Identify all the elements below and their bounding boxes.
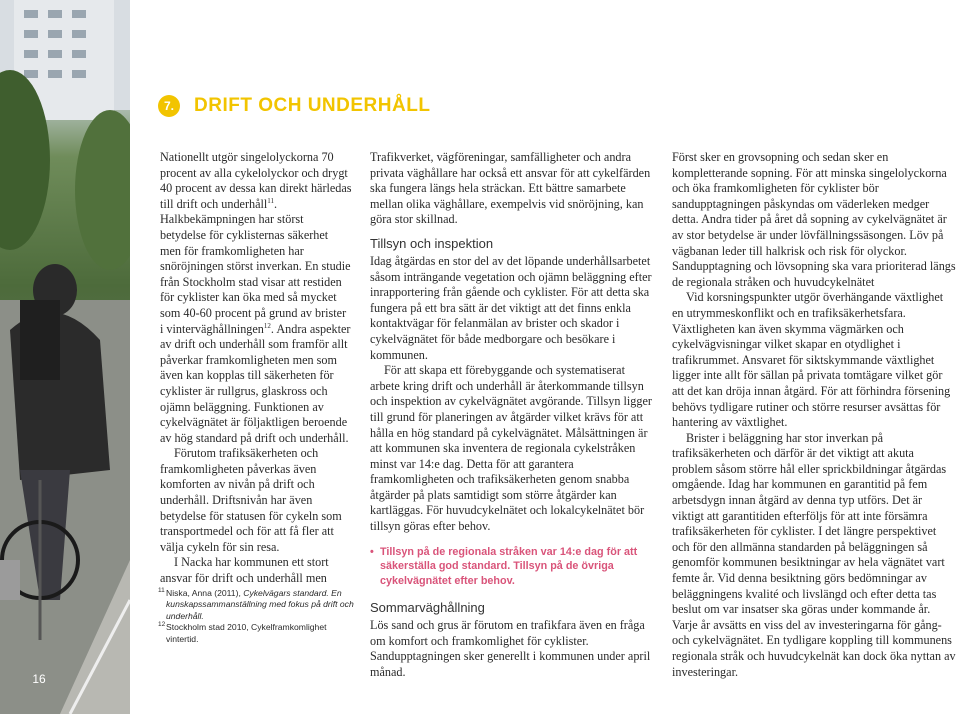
section-heading-tillsyn: Tillsyn och inspektion	[370, 235, 494, 251]
paragraph: Först sker en grovsopning och sedan sker en kompletterande sopning. För att minska singelolyckorna och öka framkomligheten för cyklister bör sandupptagningen påskyndas om väderleken medger detta. Andra tider på året då sopning av cykelvägnätet är av stor betydelse är under lövfällningssäsongen. Löv på vägbanan leder till halkrisk och risk för olyckor. Sandupptagning och lövsopning ska vara prioriterad längs de regionala stråken och huvudcykelnätet	[672, 150, 956, 289]
text-column-2	[370, 150, 657, 681]
text-column-3	[672, 150, 956, 680]
footnote-number: 12	[158, 621, 166, 629]
paragraph	[160, 150, 352, 446]
paragraph: Idag åtgärdas en stor del av det löpande underhållsarbetet såsom inträngande vegetation och ojämn beläggning efter inrapportering från gående och cyklister. För att detta ska fungera på ett bra sätt är det viktigt att det finns enkla kontaktvägar för felanmälan av brister och skador i cykelvägnätet för både medborgare och besökare i kommunen.	[370, 253, 652, 362]
text-run: . Andra aspekter av drift och underhåll som framför allt påverkar framkomligheten men som även kan kopplas till säkerheten för cyklister är rullgrus, glaskross och ojämn beläggning. Funktionen av cykelvägnätet är följaktligen beroende av hög standard på drift och underhåll.	[160, 321, 351, 445]
chapter-title: DRIFT OCH UNDERHÅLL	[194, 95, 431, 116]
paragraph: I Nacka har kommunen ett stort ansvar för drift och underhåll men	[160, 555, 329, 586]
footnote-11	[160, 588, 360, 622]
footnote-text: Stockholm stad 2010, Cykelframkomlighet vintertid.	[166, 622, 327, 644]
section-heading-sommar: Sommarväghållning	[370, 600, 485, 616]
chapter-number-badge: 7.	[158, 95, 180, 117]
paragraph: För att skapa ett förebyggande och systematiserat arbete kring drift och underhåll är återkommande tillsyn och inspektion av cykelvägnätet avgörande. Tillsyn ligger till grund för planeringen av åtgärder vilket krävs för att hålla en hög standard på cykelvägnätet. Målsättningen är att kommunen ska inventera de regionala cykelstråken minst var 14:e dag. Detta för att garantera framkomligheten och trafiksäkerheten genom snabba åtgärder på plats samtidigt som större åtgärder kan kartläggas. För huvudcykelnätet och lokalcykelnätet bör tillsyn göras efter behov.	[370, 363, 652, 534]
footnote-ref: 12	[263, 321, 271, 330]
footnote-text: Niska, Anna (2011),	[166, 588, 244, 598]
text-column-1	[160, 150, 352, 587]
text-run: Nationellt utgör singelolyckorna 70 procent av alla cykelolyckor och drygt 40 procent av dessa kan direkt härledas till drift och underhåll	[160, 150, 352, 211]
paragraph: Lös sand och grus är förutom en trafikfara även en fråga om komfort och framkomlighet för cyklister. Sandupptagningen sker generellt i kommunen under april månad.	[370, 618, 651, 679]
footnote-number: 11	[158, 587, 165, 594]
paragraph: Förutom trafiksäkerheten och framkomligheten påverkas även komforten av nivån på drift och underhåll. Driftsnivån har även betydelse för statusen för cykeln som transportmedel och för att få fler att välja cykeln för sin resa.	[160, 446, 342, 554]
bullet-icon: •	[370, 545, 374, 558]
highlight-text: Tillsyn på de regionala stråken var 14:e dag för att säkerställa god standard. Tillsyn på de övriga cykelvägnätet efter behov.	[380, 545, 638, 587]
cyclist-photo	[0, 0, 130, 714]
chapter-heading	[158, 95, 430, 117]
footnote-12	[160, 622, 360, 645]
footnote-ref: 11	[267, 196, 275, 205]
paragraph: Vid korsningspunkter utgör överhängande växtlighet en utrymmeskonflikt och en trafiksäkerhetsfara. Växtligheten kan även skymma vägmärken och cykelvägvisningar vilket skapar en otydlighet i trafikrummet. Ansvaret för siktskymmande växtlighet ligger inte allt för sällan på privata tomtägare vilket gör att det kan dröja innan åtgärd. För att förhindra försening behövs tydligare rutiner och större resurser avsättas för hantering av växtlighet.	[672, 290, 951, 430]
highlight-box	[370, 545, 657, 589]
footnotes	[160, 588, 360, 645]
text-run: . Halkbekämpningen har störst betydelse för cyklisternas säkerhet men för framkomligheten har snöröjningen störst inverkan. En studie från Stockholm stad visar att restiden för cyklister kan öka med så mycket som 40-60 procent på grund av brister i vinterväghållningen	[160, 196, 351, 336]
paragraph: Trafikverket, vägföreningar, samfälligheter och andra privata väghållare har också ett ansvar för att cykelfärden ska fungera längs hela sträckan. Ett bättre samarbete mellan olika väghållare, exempelvis vid snöröjning, kan göra stor skillnad.	[370, 150, 651, 227]
page-number: 16	[32, 672, 46, 686]
cyclist-photo-illustration	[0, 0, 130, 714]
footnote-title: Cykelvägars standard. En kunskapssammanställning med fokus på drift och underhåll.	[166, 588, 354, 621]
paragraph: Brister i beläggning har stor inverkan på trafiksäkerheten och därför är det viktigt att akuta problem såsom större hål eller sprickbildningar åtgärdas omgående. Idag har kommunen en garantitid på fem arbetsdygn innan åtgärd av denna typ utförs. Det är viktigt att garantitiden efterföljs för att inte försämra trafiksäkerheten för cyklister. I det längre perspektivet och för den allmänna standarden på beläggningen så genomför kommunen besiktningar av hela vägnätet vart femte år. Vid denna besiktning görs bedömningar av beläggningens kvalité och livslängd och efter detta tas beslut om var insatser ska göras under kommande år. Varje år avsätts en viss del av investeringarna för gång- och cykelvägnätet. En tydligare koppling till kommunens regionala stråk och huvudcykelnät kan dock öka nyttan av investeringar.	[672, 430, 956, 679]
